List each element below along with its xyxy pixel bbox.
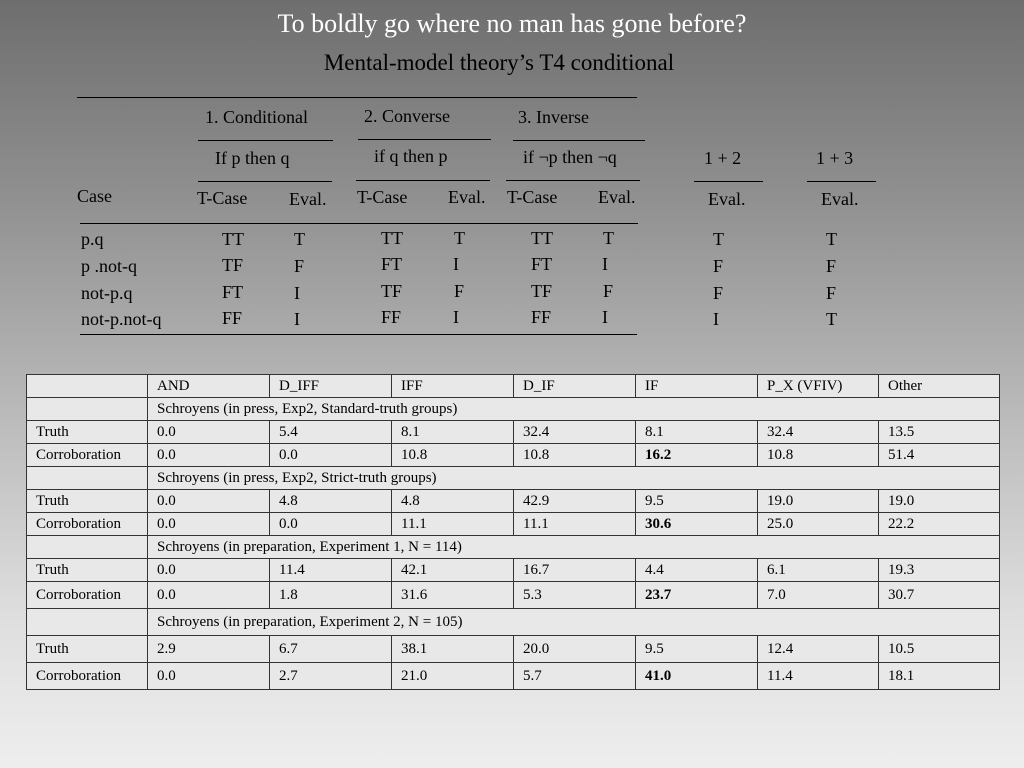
row-label: Corroboration [27,582,148,609]
cell: 1.8 [270,582,392,609]
cell: 21.0 [392,663,514,690]
case-label: not-p.q [81,283,133,303]
group1-eval: T [294,229,305,249]
group2-rule-mid [356,180,490,181]
table-row [27,663,1000,690]
group1-eval: I [294,283,300,303]
combo13-eval: F [826,283,837,303]
group1-tcase: TF [222,255,244,275]
cell: 7.0 [758,582,879,609]
cell: 38.1 [392,636,514,663]
cell: 11.4 [270,559,392,582]
column-header: AND [148,375,270,398]
cell: 22.2 [879,513,1000,536]
group1-rule-top [198,140,333,141]
combo12-eval: I [713,309,719,329]
group2-eval: F [454,281,465,301]
group3-tcase: TF [531,281,553,301]
section-caption-row [27,467,1000,490]
cell: 12.4 [758,636,879,663]
table-row [27,421,1000,444]
combo13-rule [807,181,876,182]
column-header [27,375,148,398]
cell: 0.0 [148,444,270,467]
cell: 0.0 [270,513,392,536]
cell: 0.0 [148,421,270,444]
group3-heading: 3. Inverse [518,107,589,127]
group2-tcase: FF [381,307,402,327]
column-header: D_IFF [270,375,392,398]
cell: 0.0 [270,444,392,467]
cell: 30.7 [879,582,1000,609]
row-label: Truth [27,421,148,444]
cell: 6.1 [758,559,879,582]
cell: 0.0 [148,559,270,582]
section-caption-row [27,536,1000,559]
group1-heading: 1. Conditional [205,107,308,127]
group1-eval: F [294,256,305,276]
group1-rule-mid [198,181,332,182]
cell: 20.0 [514,636,636,663]
group2-heading: 2. Converse [364,106,450,126]
combo12-eval: F [713,283,724,303]
cell: 18.1 [879,663,1000,690]
row-label: Corroboration [27,513,148,536]
cell: 9.5 [636,636,758,663]
group2-eval: T [454,228,465,248]
group3-eval: T [603,228,614,248]
group3-eval: I [602,254,608,274]
group2-tcase-label: T-Case [357,187,408,207]
cell: 19.0 [879,490,1000,513]
group3-tcase-label: T-Case [507,187,558,207]
group1-tcase: TT [222,229,244,249]
group1-eval-label: Eval. [289,189,327,209]
highlighted-cell: 41.0 [636,663,758,690]
group2-tcase: TT [381,228,403,248]
cell: 19.3 [879,559,1000,582]
section-caption: Schroyens (in preparation, Experiment 1, N = 114) [148,536,1000,559]
group2-eval-label: Eval. [448,187,486,207]
cell: 32.4 [758,421,879,444]
table-row [27,444,1000,467]
cell: 4.8 [392,490,514,513]
cell: 51.4 [879,444,1000,467]
group3-formula: if ¬p then ¬q [523,147,617,167]
group1-tcase: FF [222,308,243,328]
cell: 6.7 [270,636,392,663]
combo12-heading: 1 + 2 [704,148,742,168]
empty-cell [27,609,148,636]
section-caption: Schroyens (in preparation, Experiment 2, N = 105) [148,609,1000,636]
slide-title: To boldly go where no man has gone before? [277,9,747,38]
group3-tcase: FF [531,307,552,327]
header-row [27,375,1000,398]
combo12-rule [694,181,763,182]
cell: 5.4 [270,421,392,444]
cell: 0.0 [148,490,270,513]
cell: 32.4 [514,421,636,444]
column-header: IFF [392,375,514,398]
row-label: Truth [27,559,148,582]
table-row [27,490,1000,513]
highlighted-cell: 30.6 [636,513,758,536]
header-bottom-rule [80,223,638,224]
cell: 0.0 [148,582,270,609]
case-label: p.q [81,229,104,249]
group3-rule-mid [506,180,640,181]
cell: 5.3 [514,582,636,609]
group3-eval: F [603,281,614,301]
combo13-eval: T [826,309,837,329]
group3-tcase: FT [531,254,553,274]
group3-tcase: TT [531,228,553,248]
column-header: Other [879,375,1000,398]
group3-eval: I [602,307,608,327]
section-caption: Schroyens (in press, Exp2, Standard-truth groups) [148,398,1000,421]
group2-eval: I [453,254,459,274]
cell: 10.8 [514,444,636,467]
cell: 10.8 [392,444,514,467]
cell: 42.1 [392,559,514,582]
cell: 0.0 [148,663,270,690]
group2-tcase: FT [381,254,403,274]
combo13-eval-label: Eval. [821,189,859,209]
group3-rule-top [513,140,645,141]
cell: 42.9 [514,490,636,513]
case-label: p .not-q [81,256,137,276]
group1-eval: I [294,309,300,329]
section-caption-row [27,398,1000,421]
row-label: Truth [27,490,148,513]
cell: 2.9 [148,636,270,663]
combo12-eval-label: Eval. [708,189,746,209]
table-top-rule [77,97,637,98]
cell: 19.0 [758,490,879,513]
highlighted-cell: 23.7 [636,582,758,609]
cell: 4.8 [270,490,392,513]
cell: 11.4 [758,663,879,690]
column-header: IF [636,375,758,398]
table-row [27,582,1000,609]
section-caption: Schroyens (in press, Exp2, Strict-truth groups) [148,467,1000,490]
table-row [27,559,1000,582]
slide-subtitle: Mental-model theory’s T4 conditional [323,50,675,75]
combo13-eval: F [826,256,837,276]
group2-eval: I [453,307,459,327]
cell: 8.1 [636,421,758,444]
combo13-eval: T [826,229,837,249]
case-header: Case [77,186,112,206]
row-label: Corroboration [27,444,148,467]
cell: 9.5 [636,490,758,513]
group3-eval-label: Eval. [598,187,636,207]
cell: 16.7 [514,559,636,582]
cell: 11.1 [392,513,514,536]
group2-tcase: TF [381,281,403,301]
group1-formula: If p then q [215,148,290,168]
table-bottom-rule [80,334,637,335]
section-caption-row [27,609,1000,636]
cell: 0.0 [148,513,270,536]
cell: 13.5 [879,421,1000,444]
table-row [27,513,1000,536]
group2-formula: if q then p [374,146,448,166]
row-label: Corroboration [27,663,148,690]
empty-cell [27,467,148,490]
empty-cell [27,398,148,421]
combo12-eval: F [713,256,724,276]
cell: 10.8 [758,444,879,467]
column-header: P_X (VFIV) [758,375,879,398]
table-row [27,636,1000,663]
cell: 11.1 [514,513,636,536]
highlighted-cell: 16.2 [636,444,758,467]
cell: 5.7 [514,663,636,690]
column-header: D_IF [514,375,636,398]
cell: 8.1 [392,421,514,444]
group1-tcase: FT [222,282,244,302]
cell: 10.5 [879,636,1000,663]
group2-rule-top [358,139,491,140]
group1-tcase-label: T-Case [197,188,248,208]
combo13-heading: 1 + 3 [816,148,854,168]
combo12-eval: T [713,229,724,249]
row-label: Truth [27,636,148,663]
cell: 4.4 [636,559,758,582]
case-label: not-p.not-q [81,309,162,329]
results-table [26,374,1000,690]
cell: 2.7 [270,663,392,690]
empty-cell [27,536,148,559]
cell: 31.6 [392,582,514,609]
cell: 25.0 [758,513,879,536]
